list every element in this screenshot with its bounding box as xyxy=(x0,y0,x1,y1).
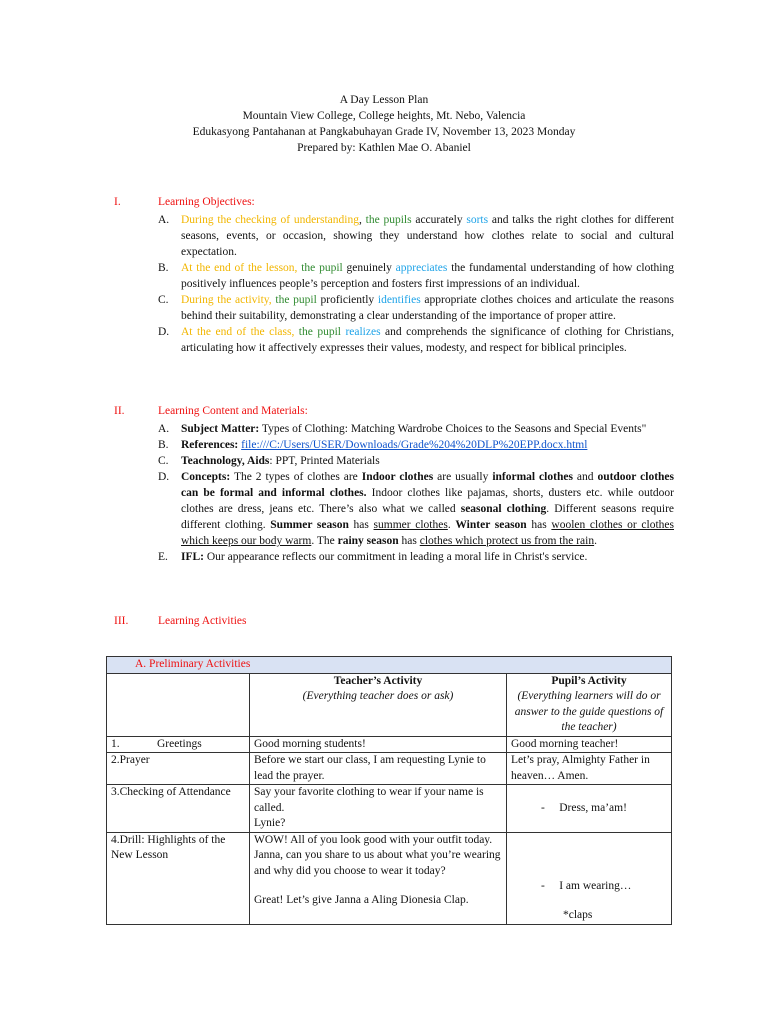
concepts-text: The 2 types of clothes are xyxy=(230,471,362,483)
preliminary-activities-header: A. Preliminary Activities xyxy=(107,657,672,674)
concepts-text: has xyxy=(526,519,552,531)
concepts-underline: summer clothes xyxy=(373,519,448,531)
objective-verb: appreciates xyxy=(395,262,448,274)
pupil-text: - I am wearing… xyxy=(541,879,632,892)
concepts-text: . Different seasons require different clothing. xyxy=(181,503,675,531)
objective-when: At the end of the class, xyxy=(181,326,295,338)
item-letter: D. xyxy=(158,471,170,483)
table-row xyxy=(107,785,672,833)
objective-rest: appropriate clothes choices and articulate the reasons behind their suitability, demonstrating a clear understanding of the importance of proper attire. xyxy=(181,294,674,322)
objective-pre: proficiently xyxy=(316,294,378,306)
objective-who: the pupil xyxy=(294,326,341,338)
objective-rest: the fundamental understanding of how clothing positively influences people’s perception and fosters first impressions of an individual. xyxy=(181,262,674,290)
section-title: Learning Activities xyxy=(158,615,247,627)
objective-verb: sorts xyxy=(466,214,489,226)
concepts-text: are usually xyxy=(433,471,493,483)
concepts-label: Concepts: xyxy=(181,471,231,483)
objective-pre: accurately xyxy=(411,214,467,226)
subject-matter-text: Types of Clothing: Matching Wardrobe Choices to the Seasons and Special Events" xyxy=(259,423,647,435)
document-header xyxy=(0,92,768,156)
objective-verb: realizes xyxy=(345,326,381,338)
objective-when: During the checking of understanding xyxy=(181,214,359,226)
objective-rest: and comprehends the significance of clothing for Christians, articulating how it affectively expresses their values, modesty, and respect for biblical principles. xyxy=(181,326,674,354)
section-title: Learning Objectives: xyxy=(158,196,255,208)
concepts-bold: outdoor clothes can be formal and informal clothes. xyxy=(181,471,675,499)
objective-item xyxy=(114,260,674,292)
concepts-underline: woolen clothes or clothes which keeps our body warm xyxy=(181,519,674,547)
item-letter: E. xyxy=(158,551,168,563)
section-number: I. xyxy=(114,196,121,208)
teacher-cell: Good morning students! xyxy=(250,736,507,753)
references-link[interactable]: file:///C:/Users/USER/Downloads/Grade%204%20DLP%20EPP.docx.html xyxy=(241,439,588,451)
activities-table xyxy=(106,656,672,925)
objective-when: During the activity, xyxy=(181,294,272,306)
teacher-activity-header xyxy=(250,673,507,736)
teacher-cell xyxy=(250,832,507,924)
section-heading xyxy=(114,194,674,210)
subject-matter-label: Subject Matter: xyxy=(181,423,260,435)
ifl-item xyxy=(114,549,674,565)
objective-item xyxy=(114,324,674,356)
learning-activities-section xyxy=(114,613,674,629)
table-row xyxy=(107,753,672,785)
pupil-text: *claps xyxy=(563,909,593,921)
concepts-bold: Indoor clothes xyxy=(361,471,434,483)
step-cell: 1. Greetings xyxy=(107,736,250,753)
technology-item xyxy=(114,453,674,469)
pupil-cell: Good morning teacher! xyxy=(507,736,672,753)
concepts-text: . xyxy=(447,519,456,531)
table-header-row xyxy=(107,673,672,736)
item-letter: C. xyxy=(158,294,169,306)
ifl-text: Our appearance reflects our commitment in leading a moral life in Christ's service. xyxy=(204,551,588,563)
concepts-text: has xyxy=(398,535,420,547)
section-title: Learning Content and Materials: xyxy=(158,405,308,417)
course-line: Edukasyong Pantahanan at Pangkabuhayan Grade IV, November 13, 2023 Monday xyxy=(192,126,576,138)
step-cell: 2.Prayer xyxy=(107,753,250,785)
table-row xyxy=(107,832,672,924)
objective-who: the pupils xyxy=(361,214,412,226)
concepts-bold: seasonal clothing xyxy=(460,503,547,515)
pupil-activity-header xyxy=(507,673,672,736)
objective-pre: genuinely xyxy=(342,262,396,274)
concepts-bold: Summer season xyxy=(270,519,349,531)
objective-item xyxy=(114,212,674,260)
objective-comma: , xyxy=(358,214,362,226)
pupil-cell xyxy=(507,785,672,833)
teacher-text: WOW! All of you look good with your outfit today. Janna, can you share to us about what you’re wearing and why did you choose to wear it today? xyxy=(254,833,501,877)
item-letter: C. xyxy=(158,455,169,467)
concepts-bold: informal clothes xyxy=(492,471,573,483)
concepts-item xyxy=(114,469,674,549)
concepts-bold: Winter season xyxy=(455,519,527,531)
section-number: III. xyxy=(114,615,129,627)
teacher-cell: Before we start our class, I am requesting Lynie to lead the prayer. xyxy=(250,753,507,785)
objective-when: At the end of the lesson, xyxy=(181,262,298,274)
pupil-activity-subtitle: (Everything learners will do or answer to the guide questions of the teacher) xyxy=(514,690,664,733)
step-cell: 4.Drill: Highlights of the New Lesson xyxy=(107,832,250,924)
learning-objectives-section xyxy=(114,194,674,356)
concepts-text: has xyxy=(348,519,374,531)
pupil-cell: Let’s pray, Almighty Father in heaven… Amen. xyxy=(507,753,672,785)
item-letter: B. xyxy=(158,439,169,451)
concepts-text: . xyxy=(594,535,597,547)
item-letter: D. xyxy=(158,326,170,338)
teacher-text: Lynie? xyxy=(254,817,286,829)
pupil-activity-title: Pupil’s Activity xyxy=(551,674,627,687)
references-label: References: xyxy=(181,439,239,451)
concepts-text: . The xyxy=(311,535,338,547)
teacher-activity-title: Teacher’s Activity xyxy=(333,674,423,687)
ifl-label: IFL: xyxy=(181,551,204,563)
teacher-text: Great! Let’s give Janna a Aling Dionesia Clap. xyxy=(254,894,469,906)
teacher-cell xyxy=(250,785,507,833)
table-section-row xyxy=(107,657,672,674)
lesson-title: A Day Lesson Plan xyxy=(339,94,429,106)
technology-text: : PPT, Printed Materials xyxy=(269,455,380,467)
objective-rest: and talks the right clothes for different seasons, events, or occasion, showing they understand how clothes relate to social and cultural expectation. xyxy=(181,214,674,258)
prepared-by-line: Prepared by: Kathlen Mae O. Abaniel xyxy=(297,142,471,154)
concepts-text: Indoor clothes like pajamas, shorts, dusters etc. while outdoor clothes are dress, jeans etc. There’s also what we called xyxy=(181,487,674,515)
objective-item xyxy=(114,292,674,324)
empty-header-cell xyxy=(107,673,250,736)
section-number: II. xyxy=(114,405,125,417)
concepts-bold: rainy season xyxy=(337,535,399,547)
objective-who: the pupil xyxy=(297,262,343,274)
learning-content-section xyxy=(114,403,674,565)
school-line: Mountain View College, College heights, Mt. Nebo, Valencia xyxy=(242,110,526,122)
item-letter: B. xyxy=(158,262,169,274)
section-heading xyxy=(114,403,674,419)
table-row xyxy=(107,736,672,753)
teacher-activity-subtitle: (Everything teacher does or ask) xyxy=(302,690,454,702)
pupil-cell xyxy=(507,832,672,924)
objective-verb: identifies xyxy=(377,294,421,306)
teacher-text: Say your favorite clothing to wear if your name is called. xyxy=(254,786,484,814)
concepts-text: and xyxy=(572,471,598,483)
step-cell: 3.Checking of Attendance xyxy=(107,785,250,833)
concepts-underline: clothes which protect us from the rain xyxy=(419,535,595,547)
section-heading xyxy=(114,613,674,629)
item-letter: A. xyxy=(158,423,170,435)
subject-matter-item xyxy=(114,421,674,437)
pupil-text: - Dress, ma’am! xyxy=(541,801,627,814)
technology-label: Teachnology, Aids xyxy=(181,455,270,467)
objective-who: the pupil xyxy=(271,294,317,306)
references-item xyxy=(114,437,674,453)
item-letter: A. xyxy=(158,214,170,226)
